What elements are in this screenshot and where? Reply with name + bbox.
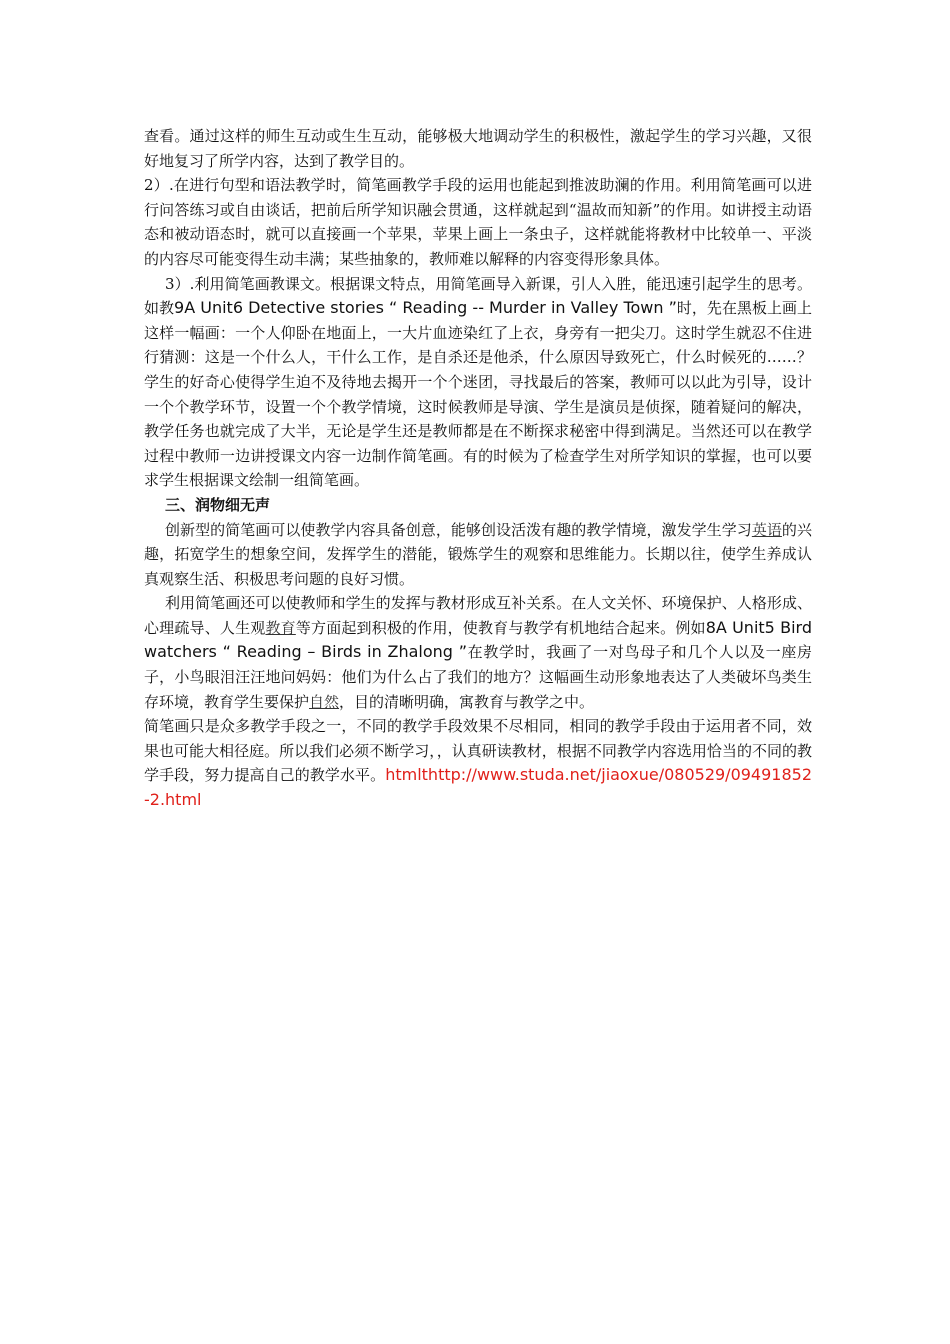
english-link[interactable]: 英语 <box>751 520 782 539</box>
paragraph-5-text-c: 在教学时，我画了一对鸟母子和几个人以及一座房子，小鸟眼泪汪汪地问妈妈：他们为什么占了我们的地方？这幅画生动形象地表达了人类破坏鸟类生存环境，教育学生要保护 <box>144 643 812 711</box>
paragraph-2 <box>144 173 812 271</box>
paragraph-1-text: 查看。通过这样的师生互动或生生互动，能够极大地调动学生的积极性，激起学生的学习兴趣，又很好地复习了所学内容，达到了教学目的。 <box>144 127 812 170</box>
paragraph-5-text-a: 利用简笔画还可以使教师和学生的发挥与教材形成互补关系。在人文关怀、环境保护、人格形成、心理疏导、人生观 <box>144 594 812 637</box>
paragraph-3-lesson-title: 9A Unit6 Detective stories “ Reading -- Murder in Valley Town ” <box>174 298 677 318</box>
paragraph-5-text-d: ，目的清晰明确，寓教育与教学之中。 <box>339 692 595 711</box>
paragraph-4 <box>144 518 812 592</box>
education-link[interactable]: 教育 <box>265 618 296 637</box>
paragraph-5-lesson-title: 8A Unit5 Birdwatchers “ Reading – Birds in Zhalong ” <box>144 617 812 662</box>
paragraph-1 <box>144 124 812 173</box>
paragraph-3-text-b: 时，先在黑板上画上这样一幅画：一个人仰卧在地面上，一大片血迹染红了上衣，身旁有一把尖刀。这时学生就忍不住进行猜测：这是一个什么人，干什么工作，是自杀还是他杀，什么原因导致死亡，什么时候死的……？学生的好奇心使得学生迫不及待地去揭开一个个迷团，寻找最后的答案，教师可以以此为引导，设计一个个教学环节，设置一个个教学情境，这时候教师是导演、学生是演员是侦探，随着疑问的解决，教学任务也就完成了大半，无论是学生还是教师都是在不断探求秘密中得到满足。当然还可以在教学过程中教师一边讲授课文内容一边制作简笔画。有的时候为了检查学生对所学知识的掌握，也可以要求学生根据课文绘制一组简笔画。 <box>144 299 812 490</box>
paragraph-5-text-b: 等方面起到积极的作用，使教育与教学有机地结合起来。例如 <box>295 618 706 637</box>
paragraph-6-text: 简笔画只是众多教学手段之一，不同的教学手段效果不尽相同，相同的教学手段由于运用者不同，效果也可能大相径庭。所以我们必须不断学习，，认真研读教材，根据不同教学内容选用恰当的不同的教学手段，努力提高自己的教学水平。 <box>144 717 812 785</box>
section-heading: 三、润物细无声 <box>165 495 271 514</box>
paragraph-3-text-a: 3）.利用简笔画教课文。根据课文特点，用简笔画导入新课，引人入胜，能迅速引起学生的思考。如教 <box>144 274 812 318</box>
document-body <box>144 124 812 813</box>
paragraph-3 <box>144 272 812 493</box>
paragraph-4-text-a: 创新型的简笔画可以使教学内容具备创意，能够创设活泼有趣的教学情境，激发学生学习 <box>165 520 752 539</box>
paragraph-6 <box>144 714 812 812</box>
paragraph-5 <box>144 591 812 714</box>
nature-link[interactable]: 自然 <box>309 692 340 711</box>
paragraph-4-text-b: 的兴趣，拓宽学生的想象空间，发挥学生的潜能，锻炼学生的观察和思维能力。长期以往，使学生养成认真观察生活、积极思考问题的良好习惯。 <box>144 520 812 588</box>
paragraph-2-text: 2）.在进行句型和语法教学时，简笔画教学手段的运用也能起到推波助澜的作用。利用简笔画可以进行问答练习或自由谈话，把前后所学知识融会贯通，这样就起到“温故而知新”的作用。如讲授主动语态和被动语态时，就可以直接画一个苹果，苹果上画上一条虫子，这样就能将教材中比较单一、平淡的内容尽可能变得生动丰满；某些抽象的，教师难以解释的内容变得形象具体。 <box>144 176 812 268</box>
source-url-link[interactable]: htmlthttp://www.studa.net/jiaoxue/080529/09491852-2.html <box>144 765 812 810</box>
